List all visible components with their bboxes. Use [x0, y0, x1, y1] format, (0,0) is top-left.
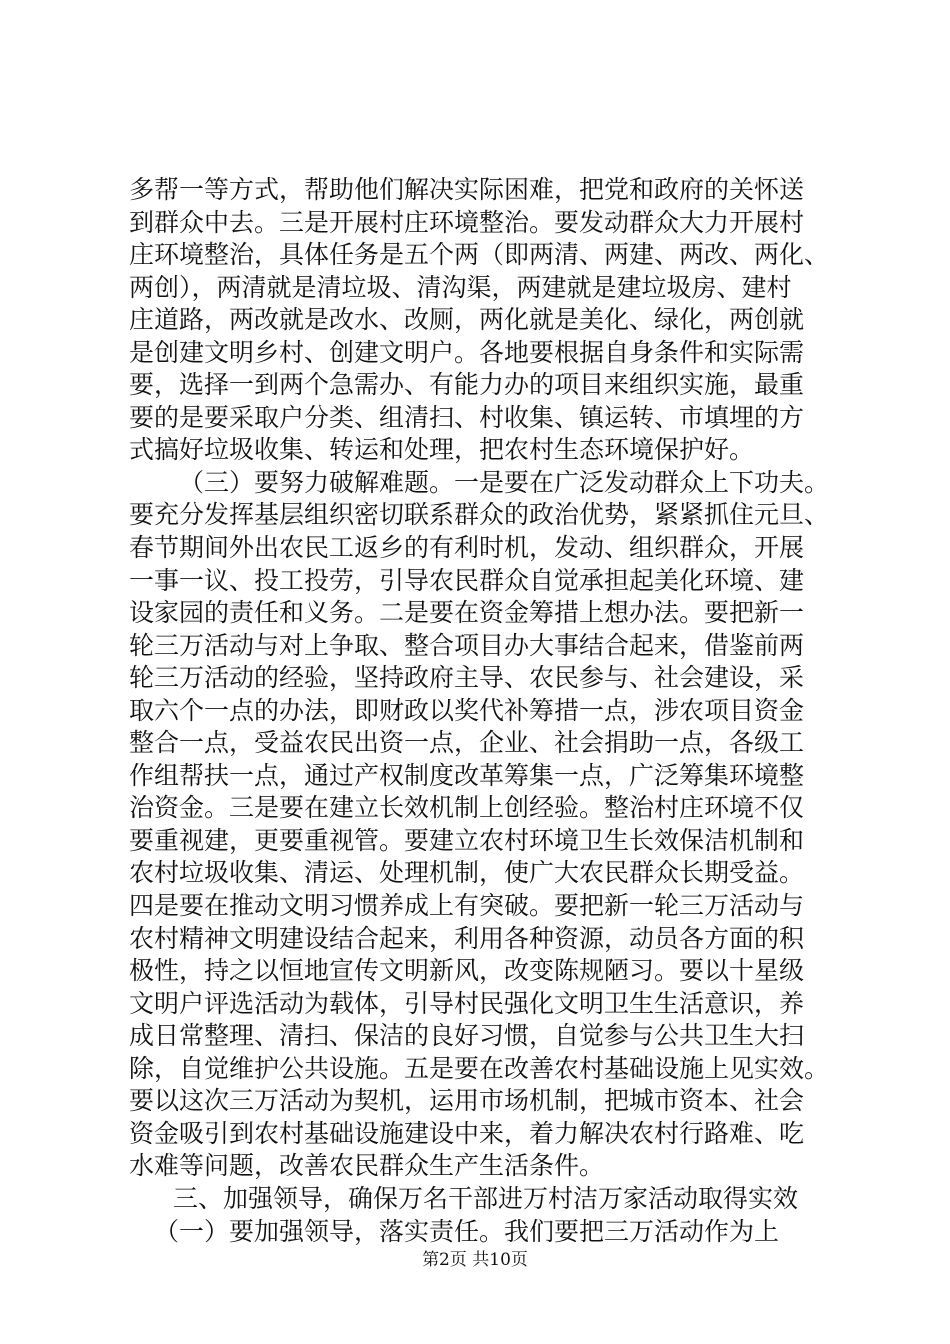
- text-line: 取六个一点的办法，即财政以奖代补筹措一点，涉农项目资金: [129, 695, 805, 725]
- section-heading-line: （一）要加强领导，落实责任。我们要把三万活动作为上: [154, 1216, 780, 1246]
- text-line: 四是要在推动文明习惯养成上有突破。要把新一轮三万活动与: [129, 891, 805, 921]
- text-line: 除，自觉维护公共设施。五是要在改善农村基础设施上见实效。: [129, 1053, 830, 1083]
- text-line: 农村精神文明建设结合起来，利用各种资源，动员各方面的积: [129, 923, 805, 953]
- text-line: 水难等问题，改善农民群众生产生活条件。: [129, 1151, 605, 1181]
- text-line: 治资金。三是要在建立长效机制上创经验。整治村庄环境不仅: [129, 793, 805, 823]
- text-line: 要重视建，更要重视管。要建立农村环境卫生长效保洁机制和: [129, 825, 805, 855]
- text-line: 两创），两清就是清垃圾、清沟渠，两建就是建垃圾房、建村: [129, 272, 792, 302]
- section-heading-line: （三）要努力破解难题。一是要在广泛发动群众上下功夫。: [179, 467, 830, 497]
- chapter-heading-line: 三、加强领导，确保万名干部进万村洁万家活动取得实效: [173, 1183, 799, 1213]
- text-line: 资金吸引到农村基础设施建设中来，着力解决农村行路难、吃: [129, 1118, 805, 1148]
- text-line: 要充分发挥基层组织密切联系群众的政治优势，紧紧抓住元旦、: [129, 500, 830, 530]
- text-line: 要，选择一到两个急需办、有能力办的项目来组织实施，最重: [129, 370, 805, 400]
- text-line: 式搞好垃圾收集、转运和处理，把农村生态环境保护好。: [129, 435, 755, 465]
- text-line: 极性，持之以恒地宣传文明新风，改变陈规陋习。要以十星级: [129, 956, 805, 986]
- text-line: 农村垃圾收集、清运、处理机制，使广大农民群众长期受益。: [129, 858, 805, 888]
- text-line: 要的是要采取户分类、组清扫、村收集、镇运转、市填埋的方: [129, 402, 805, 432]
- text-line: 轮三万活动的经验，坚持政府主导、农民参与、社会建设，采: [129, 663, 805, 693]
- text-line: 成日常整理、清扫、保洁的良好习惯，自觉参与公共卫生大扫: [129, 1021, 805, 1051]
- text-line: 整合一点，受益农民出资一点，企业、社会捐助一点，各级工: [129, 728, 805, 758]
- text-line: 文明户评选活动为载体，引导村民强化文明卫生生活意识，养: [129, 988, 805, 1018]
- text-line: 是创建文明乡村、创建文明户。各地要根据自身条件和实际需: [129, 337, 805, 367]
- text-line: 一事一议、投工投劳，引导农民群众自觉承担起美化环境、建: [129, 565, 805, 595]
- text-line: 作组帮扶一点，通过产权制度改革筹集一点，广泛筹集环境整: [129, 760, 805, 790]
- text-line: 春节期间外出农民工返乡的有利时机，发动、组织群众，开展: [129, 533, 805, 563]
- text-line: 到群众中去。三是开展村庄环境整治。要发动群众大力开展村: [129, 207, 805, 237]
- page-footer: 第2页 共10页: [422, 1250, 528, 1270]
- text-line: 庄环境整治，具体任务是五个两（即两清、两建、两改、两化、: [129, 240, 830, 270]
- body-text: [129, 174, 829, 1248]
- text-line: 要以这次三万活动为契机，运用市场机制，把城市资本、社会: [129, 1086, 805, 1116]
- text-line: 轮三万活动与对上争取、整合项目办大事结合起来，借鉴前两: [129, 630, 805, 660]
- text-line: 设家园的责任和义务。二是要在资金筹措上想办法。要把新一: [129, 598, 805, 628]
- text-line: 庄道路，两改就是改水、改厕，两化就是美化、绿化，两创就: [129, 305, 805, 335]
- text-line: 多帮一等方式，帮助他们解决实际困难，把党和政府的关怀送: [129, 175, 805, 204]
